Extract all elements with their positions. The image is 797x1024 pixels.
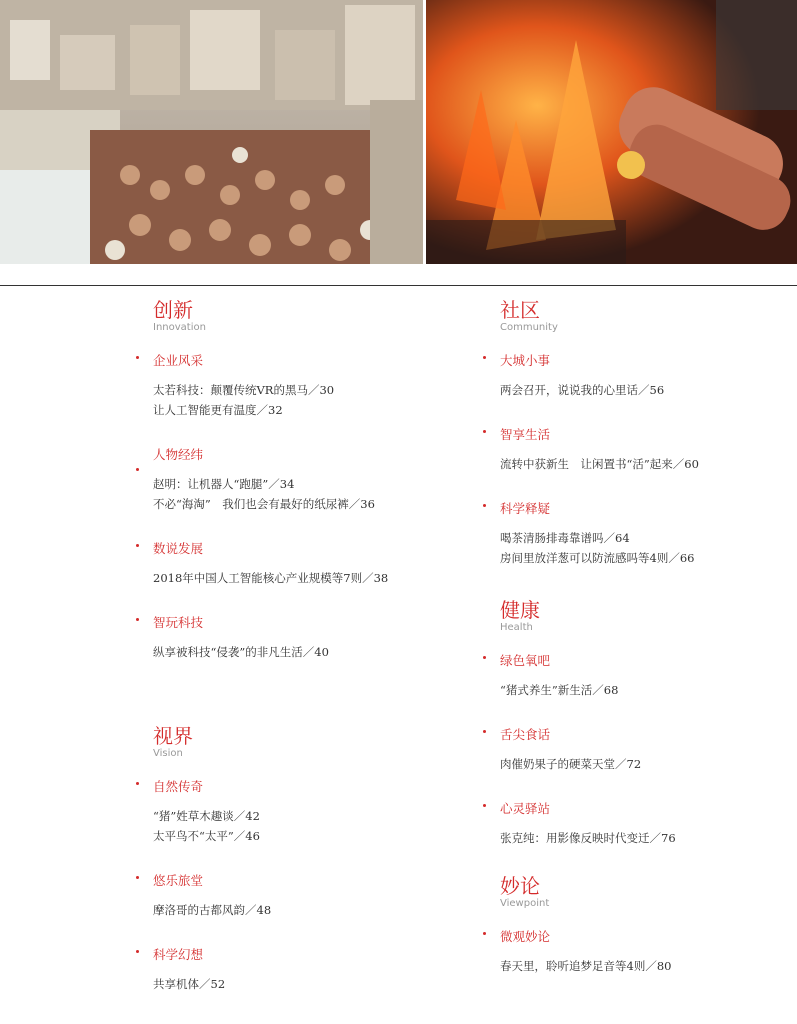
toc-entry[interactable]: 太若科技：颠覆传统VR的黑马／30 bbox=[153, 383, 335, 397]
toc-entry[interactable]: 喝茶清肠排毒靠谱吗／64 bbox=[500, 531, 630, 545]
subsection-title: 企业风采 bbox=[153, 353, 204, 368]
section-subtitle: Innovation bbox=[153, 322, 206, 333]
subsection-title: 智玩科技 bbox=[153, 615, 204, 630]
toc-entry[interactable]: 房间里放洋葱可以防流感吗等4则／66 bbox=[500, 551, 695, 565]
subsection bbox=[133, 540, 433, 588]
subsection bbox=[480, 928, 780, 976]
bullet-icon bbox=[483, 356, 486, 359]
bullet-icon bbox=[136, 876, 139, 879]
bullet-icon bbox=[483, 804, 486, 807]
section-subtitle: Vision bbox=[153, 748, 183, 759]
toc-right-column bbox=[480, 298, 780, 1002]
barbecue-photo bbox=[426, 0, 797, 264]
toc-entry[interactable]: 摩洛哥的古都风韵／48 bbox=[153, 903, 272, 917]
subsection bbox=[480, 652, 780, 700]
subsection bbox=[480, 726, 780, 774]
subsection-title: 悠乐旅堂 bbox=[153, 873, 204, 888]
toc-left-column bbox=[133, 298, 433, 1020]
toc-entry[interactable]: 共享机体／52 bbox=[153, 977, 226, 991]
section-viewpoint bbox=[480, 874, 780, 976]
toc-entry[interactable]: 流转中获新生 让闲置书“活”起来／60 bbox=[500, 457, 699, 471]
section-title: 妙论 bbox=[500, 874, 540, 898]
bullet-icon bbox=[136, 618, 139, 621]
bullet-icon bbox=[136, 950, 139, 953]
section-title: 健康 bbox=[500, 598, 540, 622]
tannery-photo bbox=[0, 0, 423, 264]
toc-entry[interactable]: 太平鸟不“太平”／46 bbox=[153, 829, 260, 843]
toc-entry[interactable]: 2018年中国人工智能核心产业规模等7则／38 bbox=[153, 571, 389, 585]
subsection bbox=[133, 446, 433, 514]
subsection-title: 微观妙论 bbox=[500, 929, 551, 944]
toc-entry[interactable]: 张克纯：用影像反映时代变迁／76 bbox=[500, 831, 676, 845]
toc-entry[interactable]: 不必“海淘” 我们也会有最好的纸尿裤／36 bbox=[153, 497, 375, 511]
section-subtitle: Health bbox=[500, 622, 533, 633]
subsection-title: 人物经纬 bbox=[153, 447, 204, 462]
subsection bbox=[133, 946, 433, 994]
subsection-title: 舌尖食话 bbox=[500, 727, 551, 742]
subsection bbox=[480, 426, 780, 474]
bullet-icon bbox=[483, 932, 486, 935]
bullet-icon bbox=[136, 782, 139, 785]
section-vision bbox=[133, 724, 433, 994]
toc-entry[interactable]: 两会召开，说说我的心里话／56 bbox=[500, 383, 665, 397]
bullet-icon bbox=[483, 430, 486, 433]
toc-entry[interactable]: “猪”姓草木趣谈／42 bbox=[153, 809, 260, 823]
section-subtitle: Community bbox=[500, 322, 558, 333]
bullet-icon bbox=[483, 730, 486, 733]
toc-entry[interactable]: 赵明：让机器人“跑腿”／34 bbox=[153, 477, 295, 491]
bullet-icon bbox=[483, 504, 486, 507]
bullet-icon bbox=[136, 356, 139, 359]
divider-rule bbox=[0, 285, 797, 286]
bullet-icon bbox=[483, 656, 486, 659]
toc-entry[interactable]: 让人工智能更有温度／32 bbox=[153, 403, 283, 417]
subsection bbox=[480, 352, 780, 400]
toc-entry[interactable]: 肉催奶果子的硬菜天堂／72 bbox=[500, 757, 642, 771]
subsection-title: 科学释疑 bbox=[500, 501, 551, 516]
bullet-icon bbox=[136, 544, 139, 547]
subsection bbox=[480, 800, 780, 848]
toc-entry[interactable]: “猪式养生”新生活／68 bbox=[500, 683, 619, 697]
subsection bbox=[480, 500, 780, 568]
section-health bbox=[480, 598, 780, 848]
subsection bbox=[133, 778, 433, 846]
subsection-title: 心灵驿站 bbox=[500, 801, 551, 816]
subsection-title: 数说发展 bbox=[153, 541, 204, 556]
section-title: 创新 bbox=[153, 298, 193, 322]
section-title: 社区 bbox=[500, 298, 540, 322]
subsection-title: 自然传奇 bbox=[153, 779, 204, 794]
toc-entry[interactable]: 春天里，聆听追梦足音等4则／80 bbox=[500, 959, 672, 973]
bullet-icon bbox=[136, 468, 139, 471]
subsection bbox=[133, 872, 433, 920]
subsection-title: 智享生活 bbox=[500, 427, 551, 442]
section-subtitle: Viewpoint bbox=[500, 898, 550, 909]
section-title: 视界 bbox=[153, 724, 193, 748]
toc-entry[interactable]: 纵享被科技“侵袭”的非凡生活／40 bbox=[153, 645, 329, 659]
subsection-title: 科学幻想 bbox=[153, 947, 204, 962]
section-community bbox=[480, 298, 780, 568]
subsection-title: 绿色氧吧 bbox=[500, 653, 551, 668]
subsection bbox=[133, 352, 433, 420]
subsection-title: 大城小事 bbox=[500, 353, 551, 368]
section-innovation bbox=[133, 298, 433, 662]
subsection bbox=[133, 614, 433, 662]
